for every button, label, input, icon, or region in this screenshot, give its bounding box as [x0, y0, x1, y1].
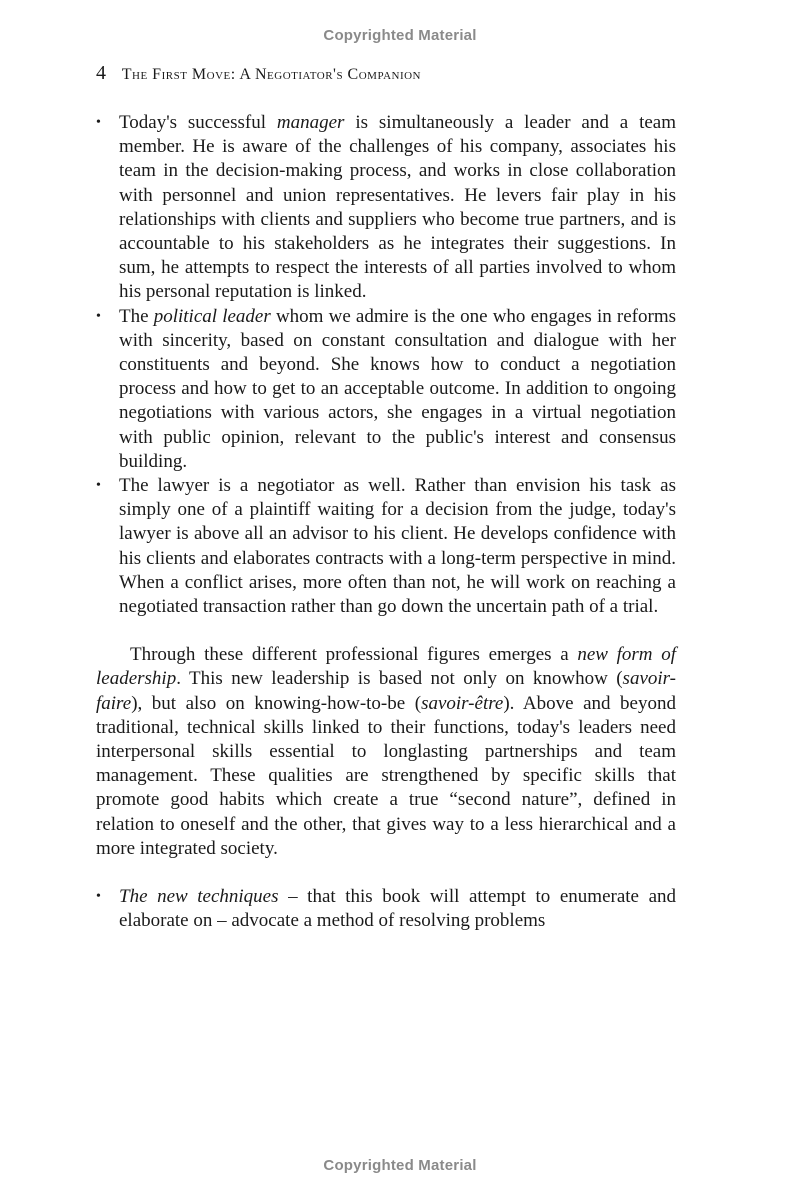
page-number: 4: [96, 62, 106, 84]
bullet-text: whom we admire is the one who engages in reforms with sincerity, based on constant consultation and dialogue with her constituents and beyond. She knows how to conduct a negotiation process and how to get to an acceptable outcome. In addition to ongoing negotiations with various actors, she engages in a virtual negotiation with public opinion, relevant to the public's interest and consensus building.: [119, 305, 676, 472]
bullet-emphasis: The new techniques: [119, 886, 279, 908]
bullet-item-political-leader: [96, 305, 676, 474]
bullet-list-professional-figures: [96, 111, 676, 619]
bullet-list-techniques: [96, 885, 676, 933]
bullet-text: The lawyer is a negotiator as well. Rather than envision his task as simply one of a plaintiff waiting for a decision from the judge, today's lawyer is above all an advisor to his client. He develops confidence with his clients and elaborates contracts with a long-term perspective in mind. When a conflict arises, more often than not, he will work on reaching a negotiated transaction rather than go down the uncertain path of a trial.: [119, 475, 676, 618]
bullet-icon: •: [96, 308, 101, 324]
bullet-text: Today's successful: [119, 112, 277, 133]
bullet-text: – that this book will attempt to enumerate and elaborate on – advocate a method of resolving problems: [119, 886, 677, 932]
bullet-icon: •: [96, 115, 101, 130]
paragraph-text: . This new leadership is based not only on knowhow (: [176, 668, 623, 690]
bullet-emphasis: political leader: [153, 305, 271, 327]
page-body: [96, 111, 676, 934]
paragraph-text: ), but also on knowing-how-to-be (: [131, 692, 422, 714]
bullet-text: The: [119, 305, 154, 327]
paragraph-emphasis: savoir-faire: [96, 668, 676, 714]
copyright-watermark-bottom: Copyrighted Material: [323, 1157, 477, 1174]
running-header: [96, 62, 421, 85]
bullet-icon: •: [96, 889, 101, 905]
copyright-watermark-top: Copyrighted Material: [323, 27, 477, 44]
bullet-emphasis: manager: [276, 112, 345, 133]
bullet-item-manager: [96, 111, 676, 305]
book-title: The First Move: A Negotiator's Companion: [121, 66, 422, 83]
bullet-item-new-techniques: [96, 885, 676, 933]
paragraph-emphasis: new form of leadership: [96, 644, 676, 690]
bullet-item-lawyer: [96, 474, 676, 619]
paragraph-text: ). Above and beyond traditional, technical skills linked to their functions, today's leaders need interpersonal skills essential to longlasting partnerships and team management. These qualities are strengthened by specific skills that promote good habits which create a true “second nature”, defined in relation to oneself and the other, that gives way to a less hierarchical and a more integrated society.: [96, 692, 676, 859]
body-paragraph-leadership: [96, 643, 676, 861]
paragraph-text: Through these different professional figures emerges a: [130, 644, 578, 666]
bullet-text: is simultaneously a leader and a team member. He is aware of the challenges of his company, associates his team in the decision-making process, and works in close collaboration with personnel and union representatives. He levers fair play in his relationships with clients and suppliers who become true partners, and is accountable to his stakeholders as he integrates their suggestions. In sum, he attempts to respect the interests of all parties involved to whom his personal reputation is linked.: [119, 112, 676, 303]
paragraph-emphasis: savoir-être: [421, 692, 504, 714]
bullet-icon: •: [96, 478, 101, 494]
